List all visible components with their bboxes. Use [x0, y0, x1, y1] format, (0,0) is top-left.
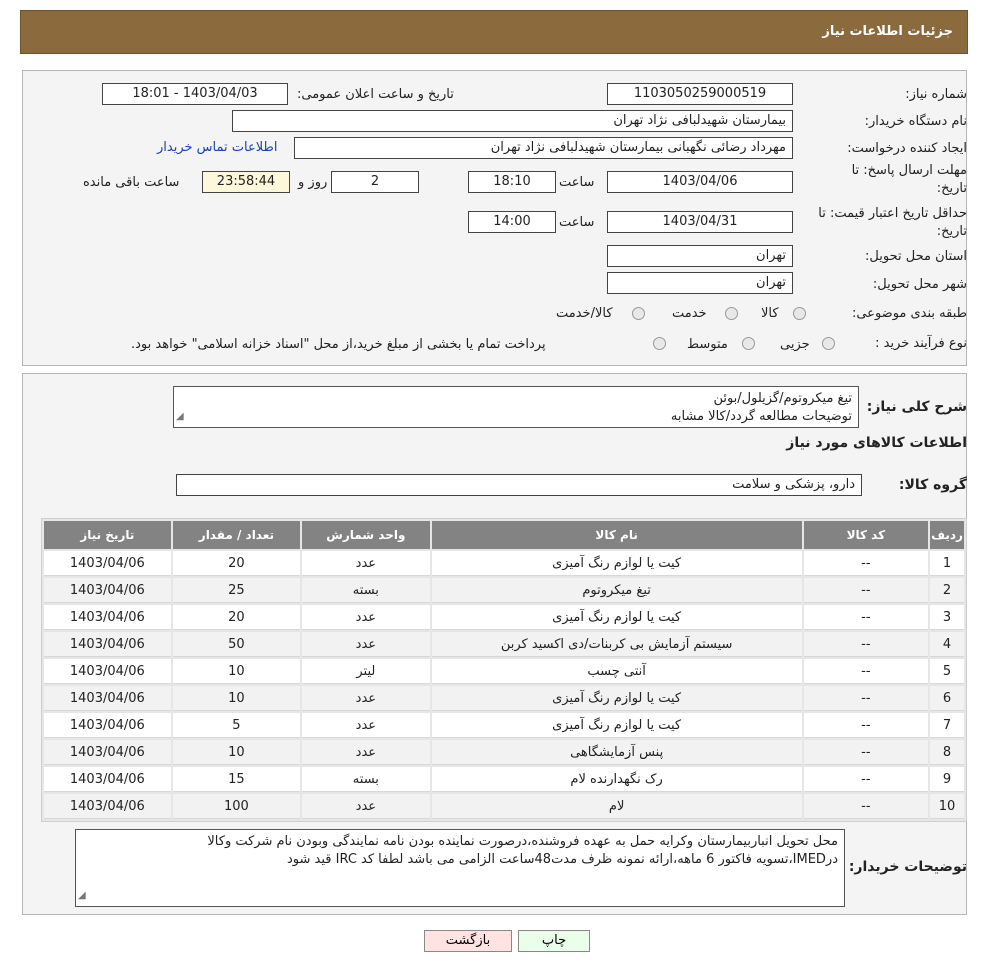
table-header-row	[44, 521, 964, 549]
cell-need-date: 1403/04/06	[44, 551, 171, 576]
cell-need-date: 1403/04/06	[44, 794, 171, 819]
th-unit: واحد شمارش	[302, 521, 429, 549]
deadline-date-field: 1403/04/06	[607, 171, 793, 193]
resize-grip-icon[interactable]: ◢	[176, 411, 184, 422]
cell-row-number: 5	[930, 659, 964, 684]
table-row	[44, 551, 964, 576]
cell-need-date: 1403/04/06	[44, 605, 171, 630]
cell-item-code: --	[804, 767, 928, 792]
category-radio-goods[interactable]	[793, 307, 806, 320]
cell-unit: عدد	[302, 794, 429, 819]
cell-item-name: کیت یا لوازم رنگ آمیزی	[432, 713, 802, 738]
table-row	[44, 605, 964, 630]
days-label: روز و	[298, 175, 328, 190]
cell-item-code: --	[804, 659, 928, 684]
buyer-notes-line-1: محل تحویل انباربیمارستان وکرایه حمل به عهده فروشنده،درصورت نماینده بودن نامه نمایندگی وبودن نام شرکت وکالا	[207, 834, 838, 849]
cell-item-code: --	[804, 551, 928, 576]
cell-unit: عدد	[302, 632, 429, 657]
cell-row-number: 4	[930, 632, 964, 657]
city-label: شهر محل تحویل:	[872, 277, 967, 292]
cell-row-number: 8	[930, 740, 964, 765]
city-field: تهران	[607, 272, 793, 294]
category-option-goods: کالا	[761, 306, 779, 321]
cell-item-name: کیت یا لوازم رنگ آمیزی	[432, 551, 802, 576]
cell-item-code: --	[804, 578, 928, 603]
cell-unit: عدد	[302, 686, 429, 711]
buyer-notes-line-2: درIMED،تسویه فاکتور 6 ماهه،ارائه نمونه ظرف مدت48ساعت الزامی می باشد لطفا کد IRC قید شود	[286, 852, 838, 867]
page-header	[20, 10, 968, 54]
category-radio-goods-service[interactable]	[632, 307, 645, 320]
cell-item-name: رک نگهدارنده لام	[432, 767, 802, 792]
items-section-title: اطلاعات کالاهای مورد نیاز	[786, 435, 967, 451]
th-need-date: تاریخ نیاز	[44, 521, 171, 549]
cell-need-date: 1403/04/06	[44, 740, 171, 765]
cell-quantity: 10	[173, 740, 300, 765]
buyer-org-field: بیمارستان شهیدلبافی نژاد تهران	[232, 110, 793, 132]
cell-quantity: 10	[173, 659, 300, 684]
table-row	[44, 659, 964, 684]
cell-quantity: 100	[173, 794, 300, 819]
cell-item-code: --	[804, 740, 928, 765]
category-option-goods-service: کالا/خدمت	[556, 306, 613, 321]
buyer-notes-label: توضیحات خریدار:	[848, 859, 967, 875]
payment-checkbox[interactable]	[653, 337, 666, 350]
table-row	[44, 578, 964, 603]
cell-need-date: 1403/04/06	[44, 713, 171, 738]
cell-item-code: --	[804, 686, 928, 711]
process-note: پرداخت تمام یا بخشی از مبلغ خرید،از محل "اسناد خزانه اسلامی" خواهد بود.	[131, 337, 546, 352]
cell-item-code: --	[804, 713, 928, 738]
summary-textarea[interactable]	[173, 386, 859, 428]
province-label: استان محل تحویل:	[865, 249, 967, 264]
cell-row-number: 6	[930, 686, 964, 711]
process-radio-medium[interactable]	[742, 337, 755, 350]
need-number-label: شماره نیاز:	[905, 87, 967, 102]
cell-row-number: 7	[930, 713, 964, 738]
cell-item-code: --	[804, 632, 928, 657]
cell-item-name: تیغ میکروتوم	[432, 578, 802, 603]
announce-date-label: تاریخ و ساعت اعلان عمومی:	[297, 87, 454, 102]
table-row	[44, 686, 964, 711]
table-row	[44, 794, 964, 819]
summary-line-2: توضیحات مطالعه گردد/کالا مشابه	[670, 409, 852, 424]
validity-label: حداقل تاریخ اعتبار قیمت: تا	[818, 206, 967, 221]
creator-field: مهرداد رضائی نگهبانی بیمارستان شهیدلبافی نژاد تهران	[294, 137, 793, 159]
cell-unit: لیتر	[302, 659, 429, 684]
cell-item-name: سیستم آزمایش بی کربنات/دی اکسید کربن	[432, 632, 802, 657]
creator-label: ایجاد کننده درخواست:	[847, 141, 967, 156]
deadline-label: مهلت ارسال پاسخ: تا	[851, 163, 967, 178]
need-number-field: 1103050259000519	[607, 83, 793, 105]
table-row	[44, 767, 964, 792]
cell-row-number: 9	[930, 767, 964, 792]
back-button[interactable]: بازگشت	[424, 930, 512, 952]
cell-unit: عدد	[302, 713, 429, 738]
page-title: جزئیات اطلاعات نیاز	[822, 24, 953, 39]
item-group-label: گروه کالا:	[898, 477, 967, 493]
validity-date-field: 1403/04/31	[607, 211, 793, 233]
days-remaining-field: 2	[331, 171, 419, 193]
cell-row-number: 1	[930, 551, 964, 576]
summary-line-1: تیغ میکروتوم/گزیلول/بوئن	[713, 391, 852, 406]
deadline-label-2: تاریخ:	[936, 181, 967, 196]
process-option-minor: جزیی	[780, 337, 810, 352]
validity-label-2: تاریخ:	[936, 224, 967, 239]
remaining-label: ساعت باقی مانده	[83, 175, 180, 190]
cell-quantity: 20	[173, 605, 300, 630]
th-item-code: کد کالا	[804, 521, 928, 549]
table-row	[44, 740, 964, 765]
cell-quantity: 25	[173, 578, 300, 603]
th-quantity: تعداد / مقدار	[173, 521, 300, 549]
cell-row-number: 2	[930, 578, 964, 603]
summary-label: شرح کلی نیاز:	[866, 399, 967, 415]
items-table	[41, 518, 967, 822]
item-group-field: دارو، پزشکی و سلامت	[176, 474, 862, 496]
validity-time-field: 14:00	[468, 211, 556, 233]
buyer-notes-textarea[interactable]	[75, 829, 845, 907]
items-table-body	[44, 551, 964, 819]
cell-unit: عدد	[302, 551, 429, 576]
process-option-medium: متوسط	[687, 337, 728, 352]
th-item-name: نام کالا	[432, 521, 802, 549]
resize-grip-icon[interactable]: ◢	[78, 890, 86, 901]
cell-need-date: 1403/04/06	[44, 686, 171, 711]
province-field: تهران	[607, 245, 793, 267]
cell-need-date: 1403/04/06	[44, 659, 171, 684]
print-button[interactable]: چاپ	[518, 930, 590, 952]
validity-time-label: ساعت	[559, 215, 595, 230]
cell-quantity: 10	[173, 686, 300, 711]
deadline-time-label: ساعت	[559, 175, 595, 190]
cell-item-name: کیت یا لوازم رنگ آمیزی	[432, 605, 802, 630]
category-option-service: خدمت	[672, 306, 707, 321]
cell-need-date: 1403/04/06	[44, 767, 171, 792]
cell-unit: بسته	[302, 767, 429, 792]
cell-item-name: کیت یا لوازم رنگ آمیزی	[432, 686, 802, 711]
cell-item-name: آنتی چسب	[432, 659, 802, 684]
cell-item-code: --	[804, 794, 928, 819]
cell-item-name: لام	[432, 794, 802, 819]
cell-need-date: 1403/04/06	[44, 578, 171, 603]
cell-quantity: 20	[173, 551, 300, 576]
cell-unit: بسته	[302, 578, 429, 603]
cell-unit: عدد	[302, 605, 429, 630]
process-label: نوع فرآیند خرید :	[875, 336, 967, 351]
announce-date-field: 1403/04/03 - 18:01	[102, 83, 288, 105]
cell-row-number: 3	[930, 605, 964, 630]
category-label: طبقه بندی موضوعی:	[851, 306, 967, 321]
buyer-org-label: نام دستگاه خریدار:	[864, 114, 967, 129]
category-radio-service[interactable]	[725, 307, 738, 320]
cell-item-name: پنس آزمایشگاهی	[432, 740, 802, 765]
buyer-contact-link[interactable]: اطلاعات تماس خریدار	[157, 140, 278, 155]
th-row-number: ردیف	[930, 521, 964, 549]
cell-unit: عدد	[302, 740, 429, 765]
cell-quantity: 5	[173, 713, 300, 738]
cell-quantity: 15	[173, 767, 300, 792]
process-radio-minor[interactable]	[822, 337, 835, 350]
table-row	[44, 632, 964, 657]
cell-need-date: 1403/04/06	[44, 632, 171, 657]
deadline-time-field: 18:10	[468, 171, 556, 193]
cell-item-code: --	[804, 605, 928, 630]
remaining-time-field: 23:58:44	[202, 171, 290, 193]
cell-quantity: 50	[173, 632, 300, 657]
table-row	[44, 713, 964, 738]
cell-row-number: 10	[930, 794, 964, 819]
